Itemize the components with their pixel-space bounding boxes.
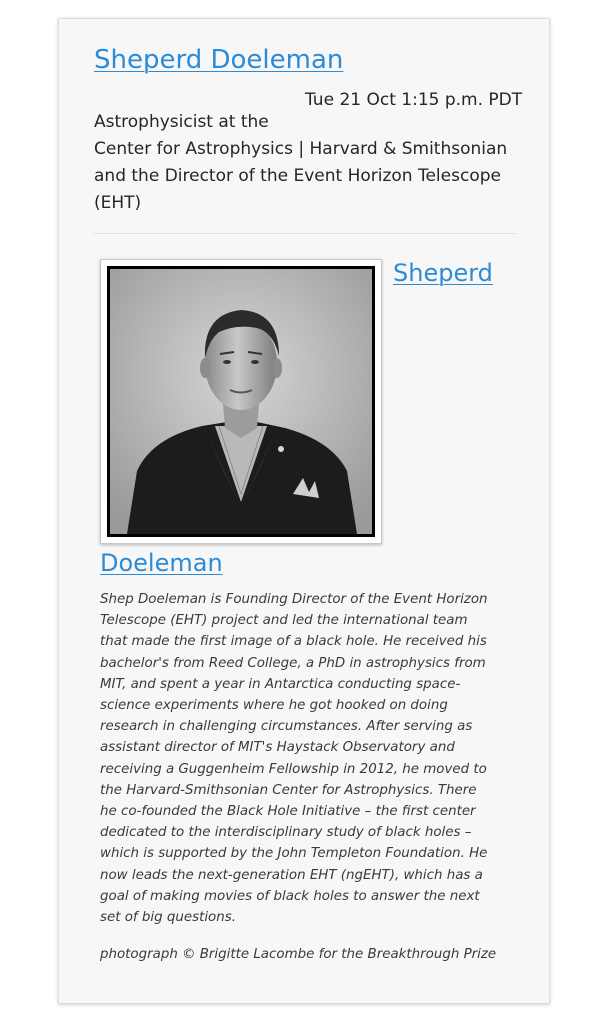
- bio-line: receiving a Guggenheim Fellowship in 2012, he moved to: [100, 761, 487, 777]
- bio-line: research in challenging circumstances. After serving as: [100, 719, 473, 735]
- bio-line: that made the first image of a black hole. He received his: [100, 634, 487, 650]
- bio-line: MIT, and spent a year in Antarctica conducting space-: [100, 676, 461, 692]
- bio-line: the Harvard-Smithsonian Center for Astrophysics. There: [100, 782, 477, 798]
- title-line: and the Director of the Event Horizon Telescope: [94, 166, 501, 186]
- title-line: Center for Astrophysics | Harvard & Smithsonian: [94, 139, 508, 159]
- session-datetime: Tue 21 Oct 1:15 p.m. PDT: [305, 90, 523, 110]
- bio-line: science experiments where he got hooked on doing: [100, 698, 448, 714]
- photo-credit: photograph © Brigitte Lacombe for the Breakthrough Prize: [100, 947, 497, 962]
- speaker-card: [58, 18, 550, 1004]
- bio-line: Shep Doeleman is Founding Director of the Event Horizon: [100, 592, 488, 607]
- speaker-title: [94, 109, 524, 217]
- divider: [94, 233, 516, 234]
- bio-line: which is supported by the John Templeton Foundation. He: [100, 846, 488, 862]
- speaker-photo-frame: [100, 259, 382, 544]
- bio-line: bachelor's from Reed College, a PhD in astrophysics from: [100, 655, 486, 671]
- bio-line: now leads the next-generation EHT (ngEHT), which has a: [100, 867, 483, 883]
- bio-line: goal of making movies of black holes to answer the next: [100, 888, 480, 904]
- bio-line: assistant director of MIT's Haystack Observatory and: [100, 740, 455, 756]
- profile-first-name-link[interactable]: Sheperd: [393, 259, 493, 287]
- title-line: (EHT): [94, 193, 142, 213]
- title-line: Astrophysicist at the: [94, 112, 269, 132]
- profile-last-name-link[interactable]: Doeleman: [100, 549, 223, 577]
- speaker-photo: [107, 266, 375, 537]
- speaker-bio: [100, 589, 530, 928]
- bio-line: he co-founded the Black Hole Initiative – the first center: [100, 804, 476, 820]
- bio-line: Telescope (EHT) project and led the international team: [100, 613, 468, 629]
- bio-line: set of big questions.: [100, 910, 236, 926]
- bio-line: dedicated to the interdisciplinary study of black holes –: [100, 825, 472, 841]
- speaker-name-link[interactable]: Sheperd Doeleman: [94, 45, 344, 75]
